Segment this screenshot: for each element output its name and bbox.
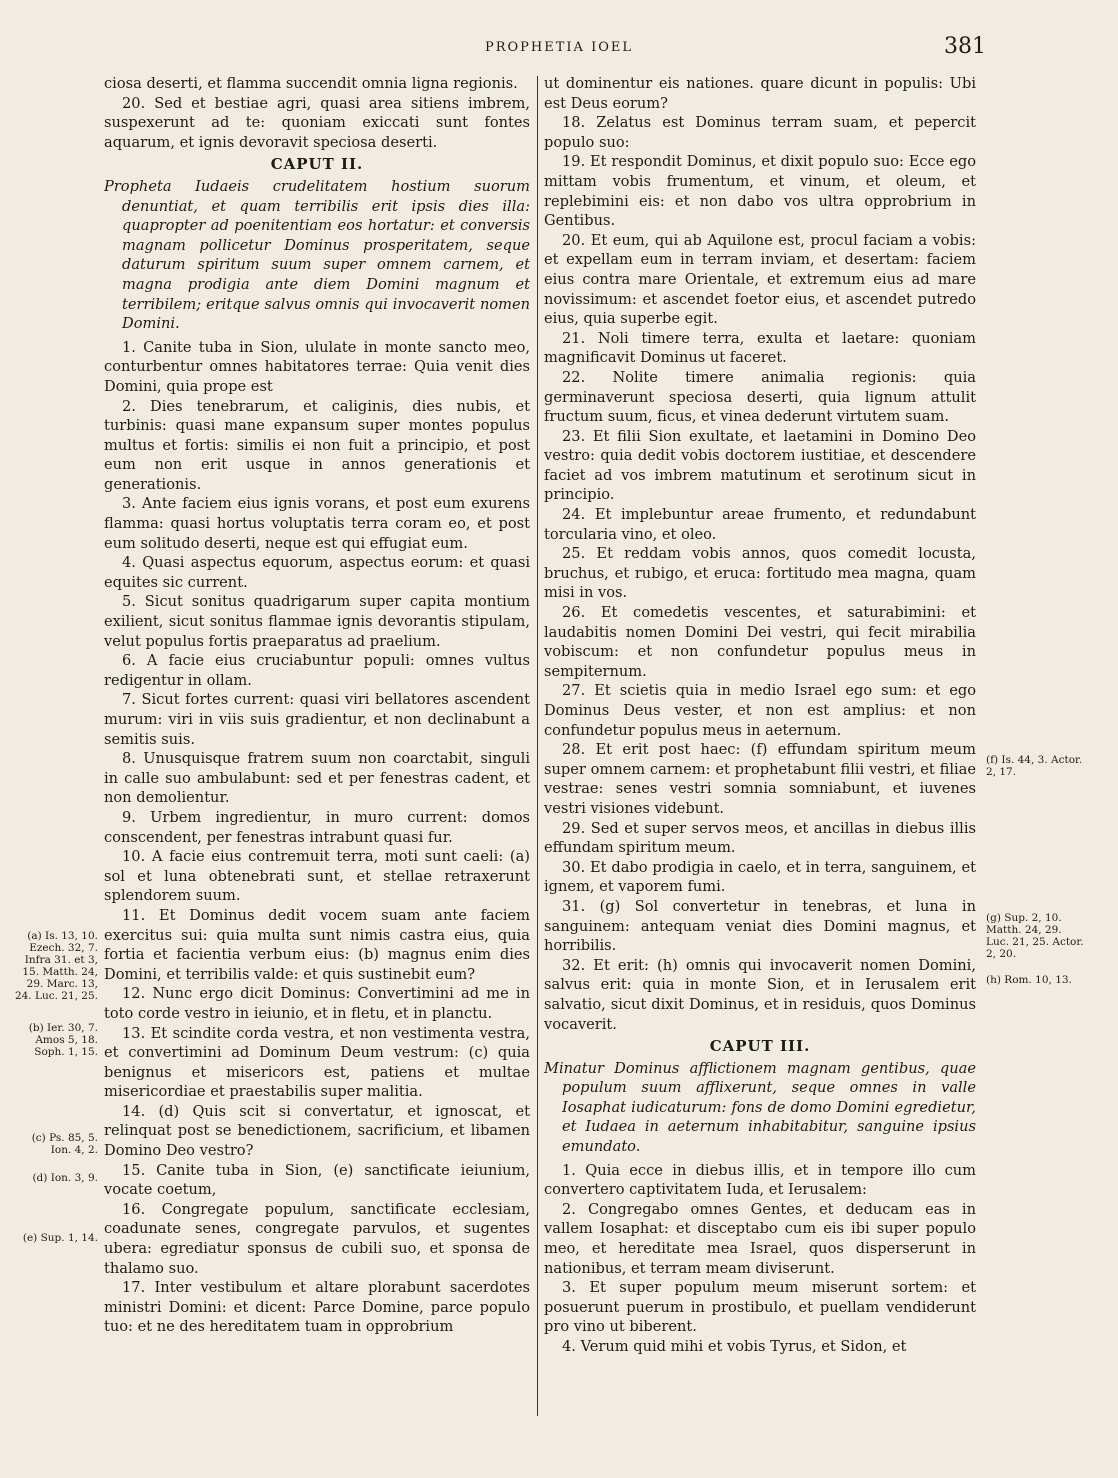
verse: 4. Quasi aspectus equorum, aspectus eorum: et quasi equites sic current. bbox=[104, 554, 530, 591]
verse: 25. Et reddam vobis annos, quos comedit locusta, bruchus, et rubigo, et eruca: fortitudo mea magna, quam misi in vos. bbox=[544, 545, 976, 602]
verse: 27. Et scietis quia in medio Israel ego sum: et ego Dominus Deus vester, et non est amplius: et non confundetur populus meus in aeternum. bbox=[544, 682, 976, 739]
verse-i-20: 20. Sed et bestiae agri, quasi area sitiens imbrem, suspexerunt ad te: quoniam exiccati sunt fontes aquarum, et ignis devoravit speciosa deserti. bbox=[104, 94, 530, 151]
verse: 18. Zelatus est Dominus terram suam, et pepercit populo suo: bbox=[544, 114, 976, 151]
margin-note: (f) Is. 44, 3. Actor. 2, 17. bbox=[986, 754, 1083, 778]
right-column bbox=[544, 74, 976, 1357]
verse: 14. (d) Quis scit si convertatur, et ignoscat, et relinquat post se benedictionem, sacrificium, et libamen Domino Deo vestro? bbox=[104, 1102, 530, 1160]
verse: 12. Nunc ergo dicit Dominus: Convertimini ad me in toto corde vestro in ieiunio, et in fletu, et in planctu. bbox=[104, 985, 530, 1022]
page-number: 381 bbox=[944, 34, 986, 59]
verse: 6. A facie eius cruciabuntur populi: omnes vultus redigentur in ollam. bbox=[104, 652, 530, 689]
verse-continuation: ut dominentur eis nationes. quare dicunt in populis: Ubi est Deus eorum? bbox=[544, 75, 976, 112]
verse: 20. Et eum, qui ab Aquilone est, procul faciam a vobis: et expellam eum in terram inviam, et desertam: faciem eius contra mare Orientale, et extremum eius ad mare novissimum: et ascendet foetor eius, et ascendet putredo eius, quia superbe egit. bbox=[544, 231, 976, 328]
verse: 17. Inter vestibulum et altare plorabunt sacerdotes ministri Domini: et dicent: Parce Domine, parce populo tuo: et ne des hereditatem tuam in opprobrium bbox=[104, 1279, 530, 1336]
margin-note: (c) Ps. 85, 5. Ion. 4, 2. bbox=[31, 1132, 98, 1156]
verse: 8. Unusquisque fratrem suum non coarctabit, singuli in calle suo ambulabunt: sed et per fenestras cadent, et non demolientur. bbox=[104, 750, 530, 807]
verse: 16. Congregate populum, sanctificate ecclesiam, coadunate senes, congregate parvulos, et sugentes ubera: egrediatur sponsus de cubili suo, et sponsa de thalamo suo. bbox=[104, 1200, 530, 1277]
margin-note: (g) Sup. 2, 10. Matth. 24, 29. Luc. 21, 25. Actor. 2, 20. bbox=[986, 912, 1084, 960]
verse: 30. Et dabo prodigia in caelo, et in terra, sanguinem, et ignem, et vaporem fumi. bbox=[544, 858, 976, 896]
margin-note: (e) Sup. 1, 14. bbox=[22, 1232, 98, 1244]
verse: 22. Nolite timere animalia regionis: quia germinaverunt speciosa deserti, quia lignum attulit fructum suum, ficus, et vinea dederunt virtutem suam. bbox=[544, 368, 976, 426]
verse: 2. Dies tenebrarum, et caliginis, dies nubis, et turbinis: quasi mane expansum super montes populus multus et fortis: similis ei non fuit a principio, et post eum non erit usque in annos generationis et generationis. bbox=[104, 397, 530, 493]
margin-note: (a) Is. 13, 10. Ezech. 32, 7. Infra 31. et 3, 15. Matth. 24, 29. Marc. 13, 24. Luc. 21, 25. bbox=[14, 930, 98, 1002]
verse: 7. Sicut fortes current: quasi viri bellatores ascendent murum: viri in viis suis gradientur, et non declinabunt a semitis suis. bbox=[104, 691, 530, 748]
margin-note: (h) Rom. 10, 13. bbox=[986, 974, 1072, 986]
chapter-heading: CAPUT II. bbox=[270, 155, 364, 174]
chapter-summary: Propheta Iudaeis crudelitatem hostium suorum denuntiat, et quam terribilis erit ipsis dies illa: quapropter ad poenitentiam eos hortatur: et conversis magnam pollicetur Dominus prosperitatem, seque daturum spiritum suum super omnem carnem, et magna prodigia ante diem Domini magnum et terribilem; eritque salvus omnis qui invocaverit nomen Domini. bbox=[104, 177, 530, 333]
running-title: PROPHETIA IOEL bbox=[484, 40, 633, 55]
verse: 19. Et respondit Dominus, et dixit populo suo: Ecce ego mittam vobis frumentum, et vinum, et oleum, et replebimini eis: et non dabo vos ultra opprobrium in Gentibus. bbox=[544, 153, 976, 230]
verse: 3. Ante faciem eius ignis vorans, et post eum exurens flamma: quasi hortus voluptatis terra coram eo, et post eum solitudo deserti, neque est qui effugiat eum. bbox=[104, 495, 530, 552]
verse: 32. Et erit: (h) omnis qui invocaverit nomen Domini, salvus erit: quia in monte Sion, et in Ierusalem erit salvatio, sicut dixit Dominus, et in residuis, quos Dominus vocaverit. bbox=[544, 956, 976, 1033]
verse: 13. Et scindite corda vestra, et non vestimenta vestra, et convertimini ad Dominum Deum vestrum: (c) quia benignus et misericors est, patiens et multae misericordiae et praestabilis super malitia. bbox=[104, 1024, 530, 1101]
verse: 1. Quia ecce in diebus illis, et in tempore illo cum convertero captivitatem Iuda, et Ierusalem: bbox=[544, 1161, 976, 1199]
verse: 26. Et comedetis vescentes, et saturabimini: et laudabitis nomen Domini Dei vestri, qui fecit mirabilia vobiscum: et non confundetur populus meus in sempiternum. bbox=[544, 604, 976, 680]
verse: 28. Et erit post haec: (f) effundam spiritum meum super omnem carnem: et prophetabunt filii vestri, et filiae vestrae: senes vestri somnia somniabunt, et iuvenes vestri visiones videbunt. bbox=[544, 741, 976, 817]
verse: 15. Canite tuba in Sion, (e) sanctificate ieiunium, vocate coetum, bbox=[104, 1161, 530, 1199]
verse: 24. Et implebuntur areae frumento, et redundabunt torcularia vino, et oleo. bbox=[544, 506, 976, 543]
column-divider bbox=[537, 76, 538, 1416]
margin-note: (b) Ier. 30, 7. Amos 5, 18. Soph. 1, 15. bbox=[28, 1022, 98, 1058]
chapter-heading: CAPUT III. bbox=[709, 1037, 811, 1056]
chapter-summary: Minatur Dominus afflictionem magnam gentibus, quae populum suum afflixerunt, seque omnes in valle Iosaphat iudicaturum: fons de domo Domini egredietur, et Iudaea in aeternum inhabitabitur, sanguine ipsius emundato. bbox=[544, 1059, 976, 1156]
verse: 31. (g) Sol convertetur in tenebras, et luna in sanguinem: antequam veniat dies Domini magnus, et horribilis. bbox=[544, 897, 976, 955]
verse: 1. Canite tuba in Sion, ululate in monte sancto meo, conturbentur omnes habitatores terrae: Quia venit dies Domini, quia prope est bbox=[104, 338, 530, 395]
left-column bbox=[104, 74, 530, 1337]
verse: 5. Sicut sonitus quadrigarum super capita montium exilient, sicut sonitus flammae ignis devorantis stipulam, velut populus fortis praeparatus ad praelium. bbox=[104, 593, 530, 650]
verse: 3. Et super populum meum miserunt sortem: et posuerunt puerum in prostibulo, et puellam vendiderunt pro vino ut biberent. bbox=[544, 1279, 976, 1336]
verse: 10. A facie eius contremuit terra, moti sunt caeli: (a) sol et luna obtenebrati sunt, et stellae retraxerunt splendorem suum. bbox=[104, 848, 530, 905]
margin-note: (d) Ion. 3, 9. bbox=[32, 1172, 98, 1184]
verse: 29. Sed et super servos meos, et ancillas in diebus illis effundam spiritum meum. bbox=[544, 819, 976, 857]
verse: 11. Et Dominus dedit vocem suam ante faciem exercitus sui: quia multa sunt nimis castra eius, quia fortia et facientia verbum eius: (b) magnus enim dies Domini, et terribilis valde: et quis sustinebit eum? bbox=[104, 906, 530, 983]
verse-continuation: ciosa deserti, et flamma succendit omnia ligna regionis. bbox=[104, 75, 518, 92]
verse: 9. Urbem ingredientur, in muro current: domos conscendent, per fenestras intrabunt quasi fur. bbox=[104, 808, 530, 846]
verse: 4. Verum quid mihi et vobis Tyrus, et Sidon, et bbox=[562, 1338, 907, 1355]
verse: 21. Noli timere terra, exulta et laetare: quoniam magnificavit Dominus ut faceret. bbox=[544, 329, 976, 367]
verse: 23. Et filii Sion exultate, et laetamini in Domino Deo vestro: quia dedit vobis doctorem iustitiae, et descendere faciet ad vos imbrem matutinum et serotinum sicut in principio. bbox=[544, 427, 976, 504]
verse: 2. Congregabo omnes Gentes, et deducam eas in vallem Iosaphat: et disceptabo cum eis ibi super populo meo, et hereditate mea Israel, quos disperserunt in nationibus, et terram meam diviserunt. bbox=[544, 1200, 976, 1277]
